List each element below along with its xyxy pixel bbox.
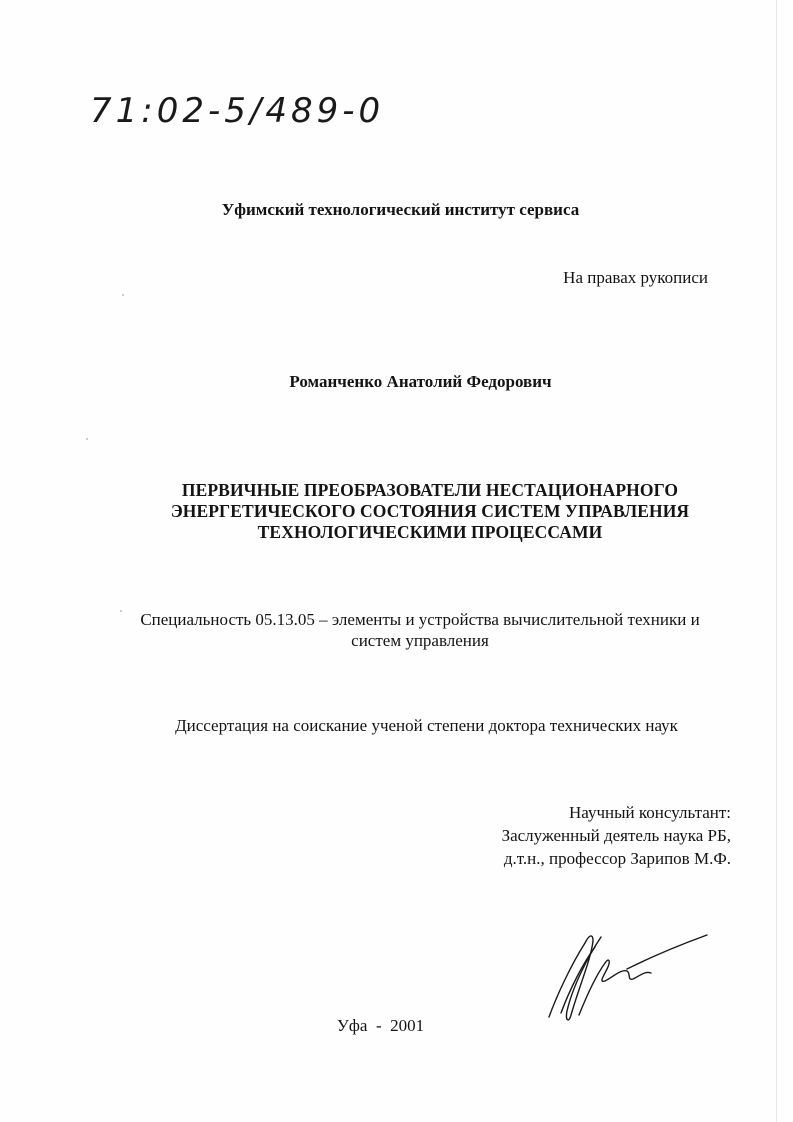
scan-speck	[120, 610, 122, 612]
dissertation-note: Диссертация на соискание ученой степени доктора технических наук	[175, 716, 678, 735]
consultant-line-2: Заслуженный деятель наука РБ,	[501, 826, 731, 845]
rights-note: На правах рукописи	[563, 268, 708, 287]
institute-name: Уфимский технологический институт сервиса	[221, 200, 580, 219]
dissertation-title	[100, 480, 760, 543]
signature-icon	[535, 925, 715, 1030]
scan-speck	[86, 438, 88, 440]
author-name: Романченко Анатолий Федорович	[289, 372, 552, 391]
svg-text:71:02-5/489-0: 71:02-5/489-0	[90, 91, 385, 131]
consultant-line-1: Научный консультант:	[569, 803, 731, 822]
scan-speck	[122, 294, 124, 296]
consultant-line-3: д.т.н., профессор Зарипов М.Ф.	[503, 849, 731, 868]
handwritten-archive-code	[88, 88, 418, 136]
specialty-line-2: систем управления	[351, 631, 489, 650]
title-line-3: ТЕХНОЛОГИЧЕСКИМИ ПРОЦЕССАМИ	[257, 522, 603, 542]
city-and-year: Уфа - 2001	[336, 1016, 425, 1035]
scientific-consultant	[502, 801, 731, 870]
title-line-2: ЭНЕРГЕТИЧЕСКОГО СОСТОЯНИЯ СИСТЕМ УПРАВЛЕНИЯ	[170, 501, 690, 521]
specialty	[90, 609, 750, 651]
scan-edge-divider	[776, 0, 777, 1122]
title-line-1: ПЕРВИЧНЫЕ ПРЕОБРАЗОВАТЕЛИ НЕСТАЦИОНАРНОГО	[181, 480, 679, 500]
specialty-line-1: Специальность 05.13.05 – элементы и устройства вычислительной техники и	[140, 610, 700, 629]
